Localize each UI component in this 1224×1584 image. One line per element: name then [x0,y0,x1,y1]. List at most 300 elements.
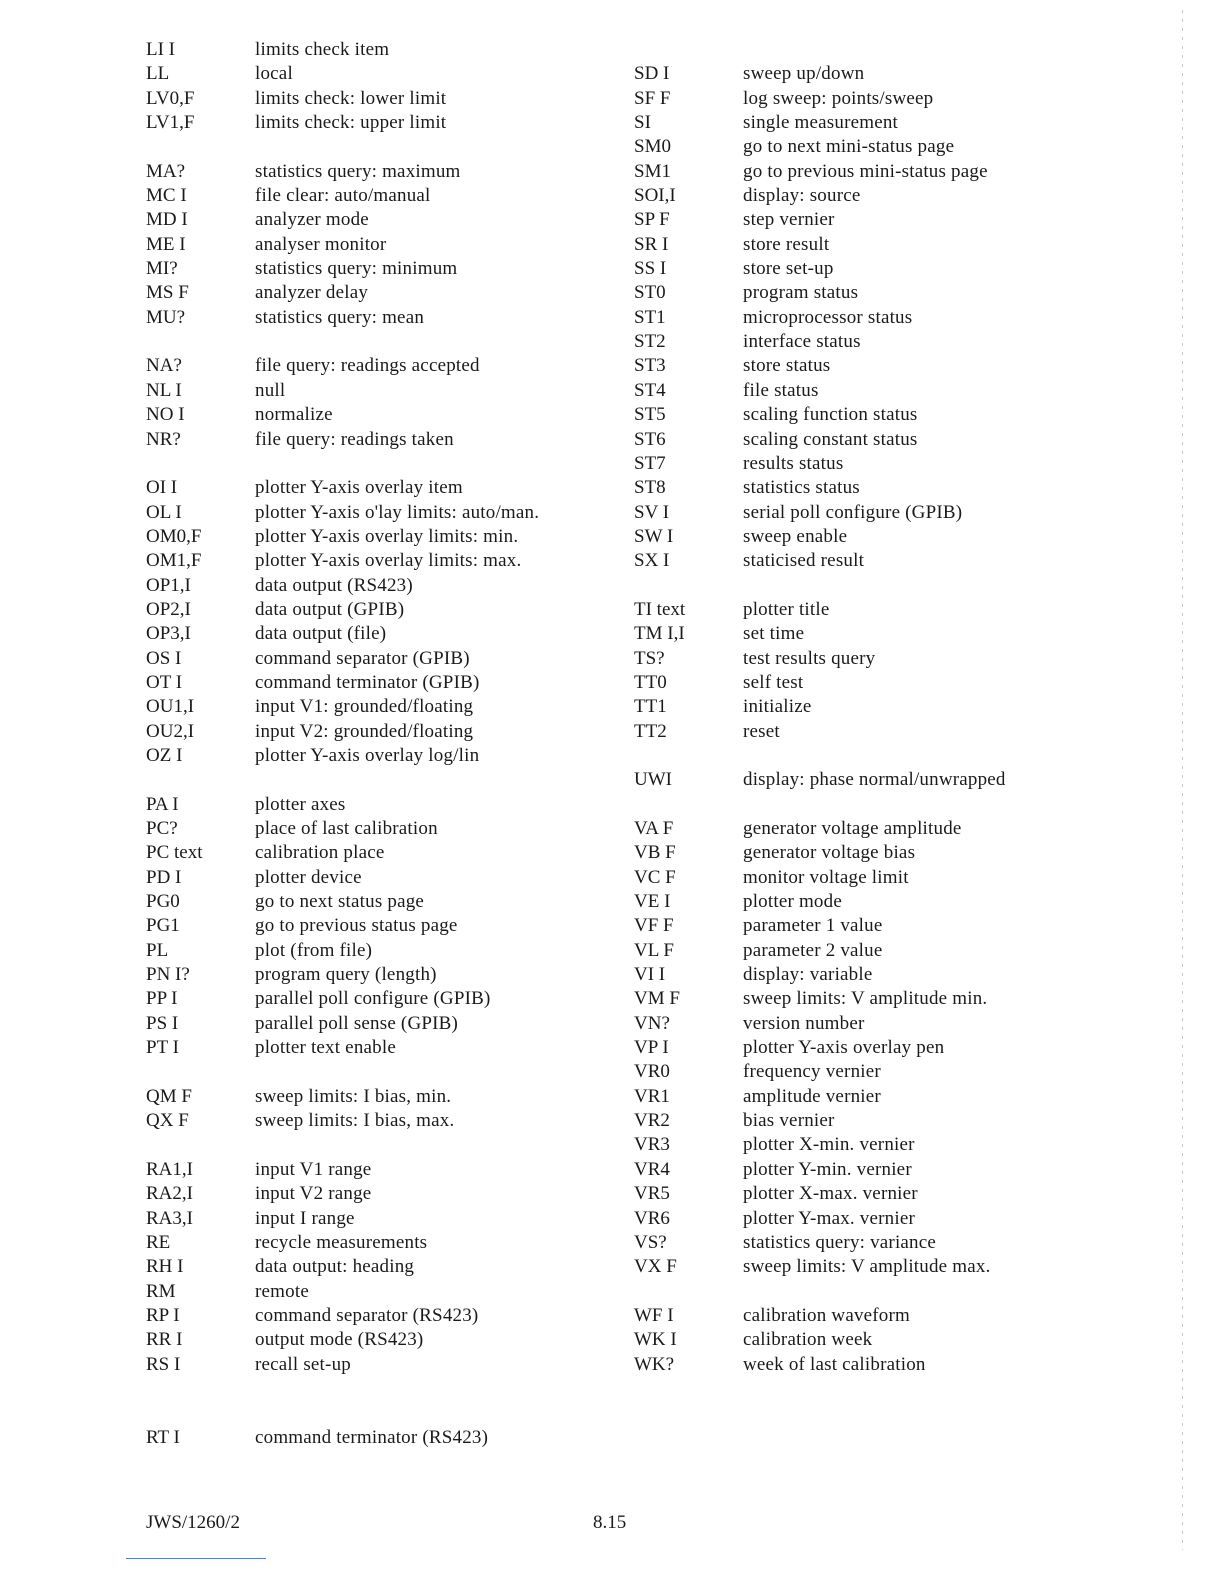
command-row [634,695,1074,719]
command-code: MD I [146,209,188,231]
command-description: place of last calibration [255,818,438,839]
command-code: PG0 [146,891,180,913]
spacer [146,330,616,354]
command-description: set time [743,623,805,645]
command-code: LI I [146,39,176,60]
command-description: plotter X-max. vernier [743,1183,918,1205]
command-row [634,914,1074,938]
command-description: plotter Y-axis overlay pen [743,1037,945,1059]
command-code: VR3 [634,1134,670,1156]
command-row [146,1328,616,1352]
command-description: input V2 range [255,1183,372,1205]
command-row [634,720,1074,744]
command-description: display: source [743,185,861,207]
spacer [634,38,1074,62]
command-description: parameter 2 value [743,939,883,961]
command-row [146,306,616,330]
command-row [146,866,616,890]
command-row [146,160,616,184]
command-description: statistics query: variance [743,1231,937,1253]
command-code: VC F [634,866,676,888]
command-code: TT2 [634,720,667,742]
command-code: MC I [146,185,187,207]
command-description: plotter Y-axis overlay limits: max. [255,550,522,572]
command-code: NR? [146,428,181,450]
spacer [146,1133,616,1157]
command-code: PT I [146,1037,179,1059]
command-code: MU? [146,306,186,328]
command-description: input I range [255,1207,355,1229]
command-code: OU2,I [146,720,195,742]
command-description: single measurement [743,112,899,134]
command-description: calibration place [255,842,385,864]
command-description: sweep up/down [743,63,865,85]
command-code: SX I [634,550,670,572]
command-row [146,1182,616,1206]
command-code: PN I? [146,964,190,986]
command-description: frequency vernier [743,1061,881,1083]
command-code: SI [634,112,651,134]
command-code: TS? [634,647,665,669]
command-code: OP1,I [146,574,191,596]
command-row [634,87,1074,111]
command-row [634,1036,1074,1060]
command-code: RT I [146,1426,180,1448]
command-description: go to previous mini-status page [743,160,988,182]
command-code: VR4 [634,1158,670,1180]
command-description: generator voltage bias [743,842,916,864]
command-code: RA2,I [146,1183,193,1205]
command-row [146,501,616,525]
command-code: WK I [634,1329,677,1351]
command-description: microprocessor status [743,306,913,328]
command-row [634,817,1074,841]
command-description: plotter mode [743,891,842,913]
document-reference: JWS/1260/2 [146,1512,240,1533]
command-description: go to previous status page [255,915,458,937]
command-description: command terminator (RS423) [255,1426,489,1448]
command-code: SW I [634,525,674,547]
command-description: sweep limits: I bias, max. [255,1110,455,1132]
command-row [634,987,1074,1011]
command-description: plotter Y-axis o'lay limits: auto/man. [255,501,540,523]
command-code: PA I [146,793,179,815]
command-row [634,330,1074,354]
command-code: VL F [634,939,674,961]
command-code: WF I [634,1304,674,1326]
command-code: SP F [634,209,670,231]
command-code: RM [146,1280,176,1302]
command-row [634,1182,1074,1206]
command-row [146,1426,616,1450]
command-description: recycle measurements [255,1231,428,1253]
command-row [146,1231,616,1255]
command-description: amplitude vernier [743,1085,881,1107]
command-row [146,622,616,646]
spacer [634,744,1074,768]
command-row [146,1207,616,1231]
command-row [634,1133,1074,1157]
command-description: interface status [743,331,861,353]
command-code: VE I [634,891,671,913]
command-row [634,963,1074,987]
command-description: command separator (RS423) [255,1304,479,1326]
command-row [146,598,616,622]
command-code: OS I [146,647,182,669]
command-code: ST1 [634,306,666,328]
command-row [146,1304,616,1328]
command-code: ST3 [634,355,666,377]
command-row [634,1304,1074,1328]
command-description: recall set-up [255,1353,351,1375]
command-row [146,1255,616,1279]
command-description: step vernier [743,209,835,231]
command-code: VR5 [634,1183,670,1205]
spacer [146,1401,616,1425]
command-description: data output (RS423) [255,574,413,596]
command-row [146,963,616,987]
command-code: OT I [146,671,183,693]
command-row [634,768,1074,792]
left-command-list [146,38,616,1450]
command-code: VP I [634,1037,669,1059]
command-row [634,184,1074,208]
command-code: OM0,F [146,525,202,547]
command-row [634,135,1074,159]
command-code: RA3,I [146,1207,193,1229]
command-code: LV0,F [146,87,195,109]
command-description: program query (length) [255,964,437,986]
command-row [146,428,616,452]
command-description: calibration waveform [743,1304,911,1326]
command-row [146,257,616,281]
command-description: plotter Y-max. vernier [743,1207,915,1229]
command-row [146,914,616,938]
spacer [146,1060,616,1084]
command-code: NO I [146,404,185,426]
command-description: store set-up [743,258,834,280]
command-row [634,62,1074,86]
command-row [146,233,616,257]
command-description: analyzer mode [255,209,369,231]
command-row [146,695,616,719]
command-description: scaling constant status [743,428,918,450]
command-description: monitor voltage limit [743,866,909,888]
command-row [634,647,1074,671]
command-code: OI I [146,477,178,499]
command-row [146,281,616,305]
command-description: command terminator (GPIB) [255,671,480,693]
command-row [634,598,1074,622]
command-row [146,1158,616,1182]
page-number: 8.15 [593,1512,627,1533]
command-code: LL [146,63,170,85]
command-row [146,720,616,744]
command-code: ST2 [634,331,666,353]
command-code: SD I [634,63,670,85]
command-description: null [255,379,286,401]
command-code: SV I [634,501,670,523]
command-row [146,574,616,598]
command-row [634,525,1074,549]
command-row [146,62,616,86]
command-row [634,452,1074,476]
command-code: LV1,F [146,112,195,134]
command-code: OP3,I [146,623,191,645]
spacer [146,452,616,476]
command-code: VR6 [634,1207,670,1229]
command-row [146,890,616,914]
command-description: plotter Y-axis overlay limits: min. [255,525,519,547]
command-row [146,841,616,865]
command-row [634,549,1074,573]
command-description: file query: readings accepted [255,355,480,377]
command-description: statistics status [743,477,860,499]
spacer [634,574,1074,598]
command-row [634,1255,1074,1279]
command-description: self test [743,671,804,693]
command-row [634,1012,1074,1036]
command-row [634,1085,1074,1109]
command-description: statistics query: maximum [255,160,461,182]
command-row [634,671,1074,695]
command-description: local [255,63,293,85]
command-description: bias vernier [743,1110,835,1132]
command-description: parallel poll sense (GPIB) [255,1012,459,1034]
command-row [146,939,616,963]
command-description: data output (GPIB) [255,598,405,620]
command-row [634,306,1074,330]
command-description: data output (file) [255,623,387,645]
command-description: plotter text enable [255,1037,396,1059]
command-row [634,354,1074,378]
command-code: TI text [634,598,686,620]
command-code: RA1,I [146,1158,193,1180]
command-row [146,817,616,841]
command-code: RH I [146,1256,184,1278]
command-description: plotter device [255,866,362,888]
spacer [146,768,616,792]
command-code: PL [146,939,169,961]
bottom-rule [126,1558,266,1559]
command-code: MS F [146,282,189,304]
command-description: plotter Y-axis overlay item [255,477,463,499]
command-code: ST5 [634,404,666,426]
scan-edge-line [1182,10,1183,1550]
command-row [634,403,1074,427]
command-code: SOI,I [634,185,676,207]
command-description: plotter title [743,598,830,620]
command-code: MA? [146,160,186,182]
command-row [146,403,616,427]
command-row [146,111,616,135]
command-row [634,622,1074,646]
command-row [634,208,1074,232]
command-code: SS I [634,258,667,280]
command-code: MI? [146,258,178,280]
command-row [634,1060,1074,1084]
command-description: log sweep: points/sweep [743,87,934,109]
command-code: VX F [634,1256,677,1278]
command-description: data output: heading [255,1256,415,1278]
command-description: output mode (RS423) [255,1329,424,1351]
command-description: limits check item [255,39,390,60]
command-row [634,501,1074,525]
command-description: parallel poll configure (GPIB) [255,988,491,1010]
command-description: serial poll configure (GPIB) [743,501,963,523]
command-description: parameter 1 value [743,915,883,937]
command-description: plot (from file) [255,939,373,961]
command-description: initialize [743,696,812,718]
command-row [146,1085,616,1109]
command-description: staticised result [743,550,865,572]
command-description: file clear: auto/manual [255,185,431,207]
command-code: WK? [634,1353,675,1375]
command-code: RE [146,1231,171,1253]
command-row [634,281,1074,305]
command-code: PP I [146,988,178,1010]
command-code: VR2 [634,1110,670,1132]
command-description: statistics query: mean [255,306,425,328]
command-description: generator voltage amplitude [743,818,962,839]
command-description: plotter axes [255,793,346,815]
command-row [634,111,1074,135]
command-code: OU1,I [146,696,195,718]
command-code: VI I [634,964,666,986]
command-description: input V1 range [255,1158,372,1180]
command-description: remote [255,1280,309,1302]
command-description: analyser monitor [255,233,387,255]
command-code: OP2,I [146,598,191,620]
command-code: QM F [146,1085,192,1107]
command-code: ST4 [634,379,666,401]
command-code: VF F [634,915,674,937]
command-row [634,1158,1074,1182]
command-code: PD I [146,866,182,888]
command-description: command separator (GPIB) [255,647,470,669]
command-code: RS I [146,1353,181,1375]
command-row [634,428,1074,452]
command-description: calibration week [743,1329,873,1351]
command-row [146,184,616,208]
command-code: ST7 [634,452,666,474]
command-description: scaling function status [743,404,918,426]
command-row [634,476,1074,500]
command-description: input V2: grounded/floating [255,720,474,742]
command-row [146,379,616,403]
command-description: sweep enable [743,525,848,547]
command-row [146,987,616,1011]
command-row [634,233,1074,257]
command-code: TM I,I [634,623,685,645]
command-description: limits check: lower limit [255,87,447,109]
command-row [146,671,616,695]
command-row [146,549,616,573]
spacer [146,135,616,159]
command-code: RP I [146,1304,180,1326]
command-description: store status [743,355,831,377]
command-description: reset [743,720,780,742]
command-row [634,160,1074,184]
command-row [634,1328,1074,1352]
command-description: display: variable [743,964,873,986]
command-description: file query: readings taken [255,428,454,450]
command-row [146,1036,616,1060]
command-description: sweep limits: I bias, min. [255,1085,452,1107]
command-code: VS? [634,1231,667,1253]
command-code: ST8 [634,477,666,499]
command-row [146,1353,616,1377]
command-code: VA F [634,818,674,839]
command-row [146,354,616,378]
command-row [634,939,1074,963]
command-row [634,841,1074,865]
command-row [146,647,616,671]
command-code: UWI [634,769,672,791]
command-code: SR I [634,233,669,255]
command-code: SM0 [634,136,671,158]
command-description: analyzer delay [255,282,369,304]
command-row [146,38,616,62]
command-code: PC text [146,842,203,864]
command-code: OZ I [146,744,183,766]
command-code: ST0 [634,282,666,304]
command-description: plotter X-min. vernier [743,1134,915,1156]
command-row [146,208,616,232]
command-row [146,87,616,111]
command-code: RR I [146,1329,183,1351]
command-row [634,379,1074,403]
command-description: display: phase normal/unwrapped [743,769,1006,791]
command-row [146,525,616,549]
spacer [634,1280,1074,1304]
command-description: version number [743,1012,865,1034]
command-code: PG1 [146,915,180,937]
command-description: file status [743,379,819,401]
command-code: VR0 [634,1061,670,1083]
command-row [146,744,616,768]
command-code: SF F [634,87,671,109]
command-description: go to next status page [255,891,425,913]
command-description: week of last calibration [743,1353,926,1375]
command-description: input V1: grounded/floating [255,696,474,718]
command-code: ST6 [634,428,666,450]
command-description: plotter Y-min. vernier [743,1158,912,1180]
command-description: go to next mini-status page [743,136,955,158]
command-row [634,1109,1074,1133]
command-description: normalize [255,404,333,426]
spacer [634,793,1074,817]
command-code: VR1 [634,1085,670,1107]
command-code: NA? [146,355,182,377]
command-description: limits check: upper limit [255,112,447,134]
command-code: SM1 [634,160,671,182]
command-code: VM F [634,988,680,1010]
command-code: PC? [146,818,178,839]
command-description: sweep limits: V amplitude min. [743,988,988,1010]
command-code: TT0 [634,671,667,693]
command-row [634,1207,1074,1231]
command-code: NL I [146,379,182,401]
command-row [634,1353,1074,1377]
command-row [634,257,1074,281]
command-code: ME I [146,233,186,255]
command-description: program status [743,282,859,304]
command-description: plotter Y-axis overlay log/lin [255,744,480,766]
command-description: sweep limits: V amplitude max. [743,1256,991,1278]
command-row [146,1280,616,1304]
command-row [634,890,1074,914]
